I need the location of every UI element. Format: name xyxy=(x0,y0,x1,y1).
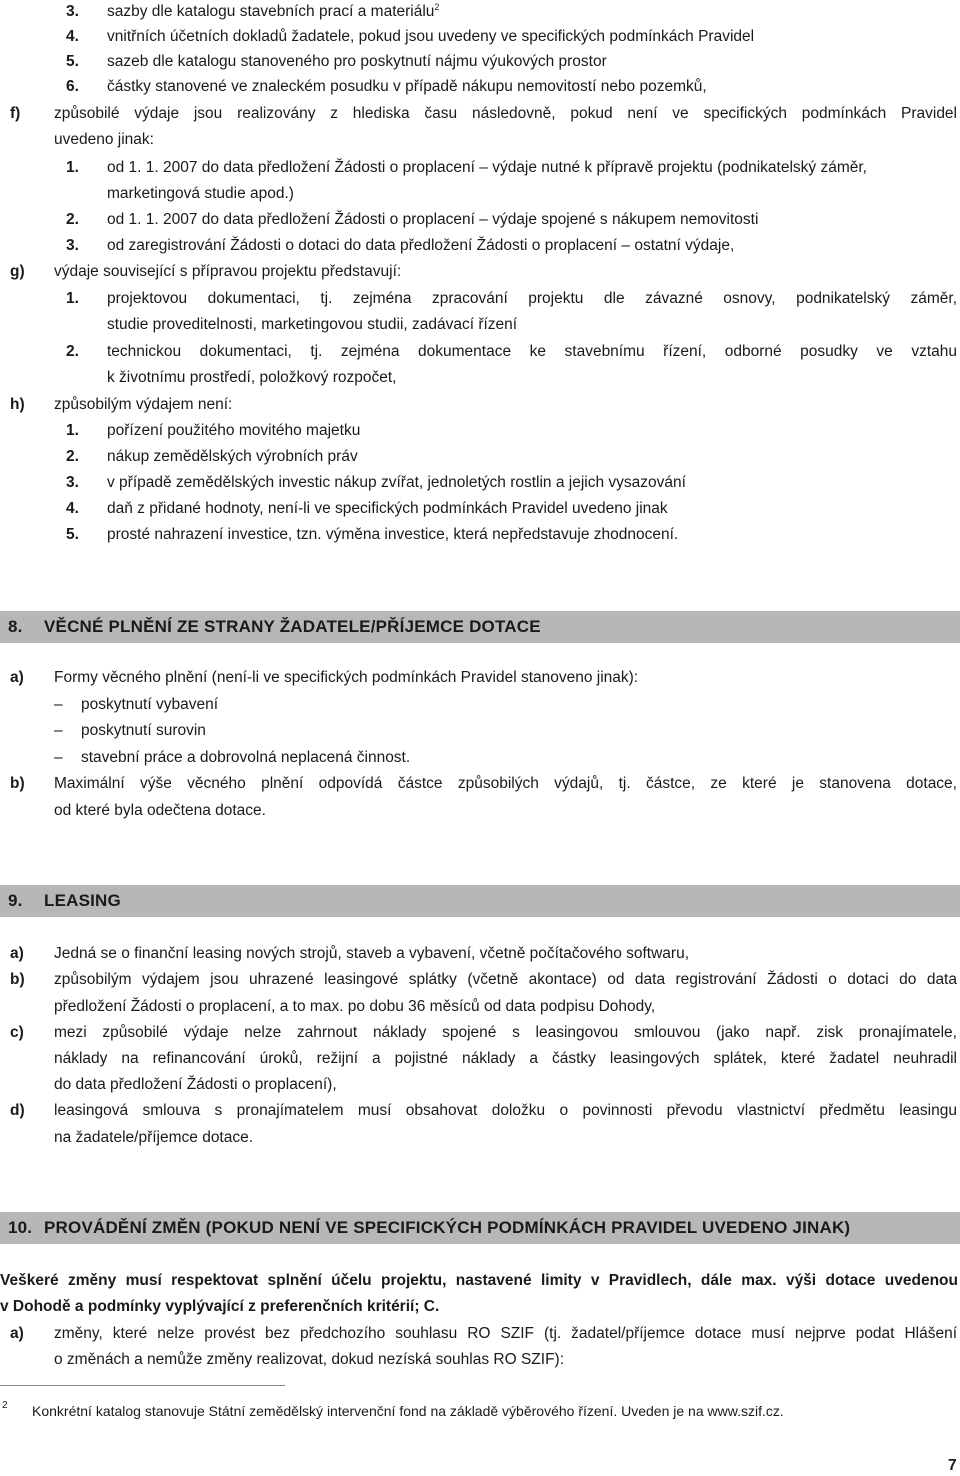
list-item: od 1. 1. 2007 do data předložení Žádosti o proplacení – výdaje spojené s nákupem nemovitosti xyxy=(107,211,759,228)
list-item: pořízení použitého movitého majetku xyxy=(107,422,361,439)
list-num: 1. xyxy=(66,290,79,307)
list-num: 5. xyxy=(66,53,79,70)
list-item-cont: k životnímu prostředí, položkový rozpočet, xyxy=(107,369,397,386)
item-marker: a) xyxy=(10,945,24,962)
item-text-cont: od které byla odečtena dotace. xyxy=(54,802,266,819)
list-item: prosté nahrazení investice, tzn. výměna investice, která nepředstavuje zhodnocení. xyxy=(107,526,679,543)
section-title: PROVÁDĚNÍ ZMĚN (POKUD NENÍ VE SPECIFICKÝCH PODMÍNKÁCH PRAVIDEL UVEDENO JINAK) xyxy=(44,1218,851,1237)
dash-marker: – xyxy=(54,749,63,766)
section-title: VĚCNÉ PLNĚNÍ ZE STRANY ŽADATELE/PŘÍJEMCE DOTACE xyxy=(44,617,541,636)
item-f-text: způsobilé výdaje jsou realizovány z hlediska času následovně, pokud není ve specifických podmínkách Pravidel xyxy=(54,105,957,122)
list-item: vnitřních účetních dokladů žadatele, pokud jsou uvedeny ve specifických podmínkách Pravidel xyxy=(107,28,755,45)
item-marker: a) xyxy=(10,1325,24,1342)
item-marker-f: f) xyxy=(10,105,21,122)
item-text-cont: na žadatele/příjemce dotace. xyxy=(54,1129,254,1146)
item-text: Formy věcného plnění (není-li ve specifických podmínkách Pravidel stanoveno jinak): xyxy=(54,669,639,686)
item-text-cont: předložení Žádosti o proplacení, a to max. po dobu 36 měsíců od data podpisu Dohody, xyxy=(54,998,656,1015)
list-item-cont: marketingová studie apod.) xyxy=(107,185,294,202)
item-f-text-cont: uvedeno jinak: xyxy=(54,131,154,148)
item-marker: b) xyxy=(10,775,25,792)
dash-marker: – xyxy=(54,722,63,739)
item-marker-g: g) xyxy=(10,263,25,280)
item-text: způsobilým výdajem jsou uhrazené leasingové splátky (včetně akontace) od data registrování Žádosti o dotaci do data xyxy=(54,971,957,988)
footnote-divider xyxy=(0,1385,285,1386)
dash-marker: – xyxy=(54,696,63,713)
dash-item: poskytnutí surovin xyxy=(81,722,206,739)
section-number: 9. xyxy=(8,891,23,910)
dash-item: poskytnutí vybavení xyxy=(81,696,218,713)
list-item: sazeb dle katalogu stanoveného pro poskytnutí nájmu výukových prostor xyxy=(107,53,607,70)
item-text: mezi způsobilé výdaje nelze zahrnout náklady spojené s leasingovou smlouvou (jako např. zisk pronajímatele, xyxy=(54,1024,957,1041)
section-number: 10. xyxy=(8,1218,33,1237)
list-item: projektovou dokumentaci, tj. zejména zpracování projektu dle závazné osnovy, podnikatelský záměr, xyxy=(107,290,957,307)
list-num: 2. xyxy=(66,343,79,360)
list-item-cont: studie proveditelnosti, marketingovou studii, zadávací řízení xyxy=(107,316,518,333)
list-num: 2. xyxy=(66,448,79,465)
section-title: LEASING xyxy=(44,891,121,910)
item-marker-h: h) xyxy=(10,396,25,413)
footnote-ref[interactable]: 2 xyxy=(434,2,440,12)
item-g-text: výdaje související s přípravou projektu představují: xyxy=(54,263,402,280)
item-text: změny, které nelze provést bez předchozího souhlasu RO SZIF (tj. žadatel/příjemce dotace musí nejprve podat Hlášení xyxy=(54,1325,957,1342)
list-item: od 1. 1. 2007 do data předložení Žádosti o proplacení – výdaje nutné k přípravě projektu (podnikatelský záměr, xyxy=(107,159,867,176)
item-text: Maximální výše věcného plnění odpovídá částce způsobilých výdajů, tj. částce, ze které je stanovena dotace, xyxy=(54,775,957,792)
item-marker: c) xyxy=(10,1024,24,1041)
list-item: částky stanovené ve znaleckém posudku v případě nákupu nemovitostí nebo pozemků, xyxy=(107,78,707,95)
list-num: 1. xyxy=(66,422,79,439)
section-heading-8 xyxy=(0,611,960,643)
item-text-cont: náklady na refinancování úroků, režijní a pojistné náklady a částky leasingových splátek, které žadatel neuhradil xyxy=(54,1050,957,1067)
list-item: sazby dle katalogu stavebních prací a materiálu$^2$ xyxy=(107,2,440,20)
list-num: 2. xyxy=(66,211,79,228)
list-item: daň z přidané hodnoty, není-li ve specifických podmínkách Pravidel uvedeno jinak xyxy=(107,500,668,517)
list-item: technickou dokumentaci, tj. zejména dokumentace ke stavebnímu řízení, odborné posudky ve vztahu xyxy=(107,343,957,360)
item-marker: b) xyxy=(10,971,25,988)
item-text: leasingová smlouva s pronajímatelem musí obsahovat doložku o povinnosti převodu vlastnictví předmětu leasingu xyxy=(54,1102,957,1119)
list-num: 1. xyxy=(66,159,79,176)
item-text: Jedná se o finanční leasing nových strojů, staveb a vybavení, včetně počítačového softwaru, xyxy=(54,945,690,962)
list-item: od zaregistrování Žádosti o dotaci do data předložení Žádosti o proplacení – ostatní výdaje, xyxy=(107,237,735,254)
section-number: 8. xyxy=(8,617,23,636)
item-h-text: způsobilým výdajem není: xyxy=(54,396,233,413)
list-num: 4. xyxy=(66,28,79,45)
item-marker: a) xyxy=(10,669,24,686)
footnote-text: Konkrétní katalog stanovuje Státní zemědělský intervenční fond na základě výběrového řízení. Uveden je na www.szif.cz. xyxy=(32,1403,784,1419)
list-num: 4. xyxy=(66,500,79,517)
section-heading-10 xyxy=(0,1212,960,1244)
section-intro-cont: v Dohodě a podmínky vyplývající z preferenčních kritérií; C. xyxy=(0,1298,440,1315)
list-num: 6. xyxy=(66,78,79,95)
list-item: nákup zemědělských výrobních práv xyxy=(107,448,358,465)
dash-item: stavební práce a dobrovolná neplacená činnost. xyxy=(81,749,411,766)
list-num: 3. xyxy=(66,3,79,20)
section-heading-9 xyxy=(0,885,960,917)
item-marker: d) xyxy=(10,1102,25,1119)
list-num: 3. xyxy=(66,474,79,491)
list-num: 5. xyxy=(66,526,79,543)
section-intro: Veškeré změny musí respektovat splnění účelu projektu, nastavené limity v Pravidlech, dále max. výši dotace uvedenou xyxy=(0,1272,958,1289)
item-text-cont: o změnách a nemůže změny realizovat, dokud nezíská souhlas RO SZIF): xyxy=(54,1351,565,1368)
item-text-cont: do data předložení Žádosti o proplacení), xyxy=(54,1076,337,1093)
list-item: v případě zemědělských investic nákup zvířat, jednoletých rostlin a jejich vysazování xyxy=(107,474,686,491)
list-num: 3. xyxy=(66,237,79,254)
footnote-number: 2 xyxy=(2,1400,8,1411)
page-number: 7 xyxy=(948,1457,957,1474)
